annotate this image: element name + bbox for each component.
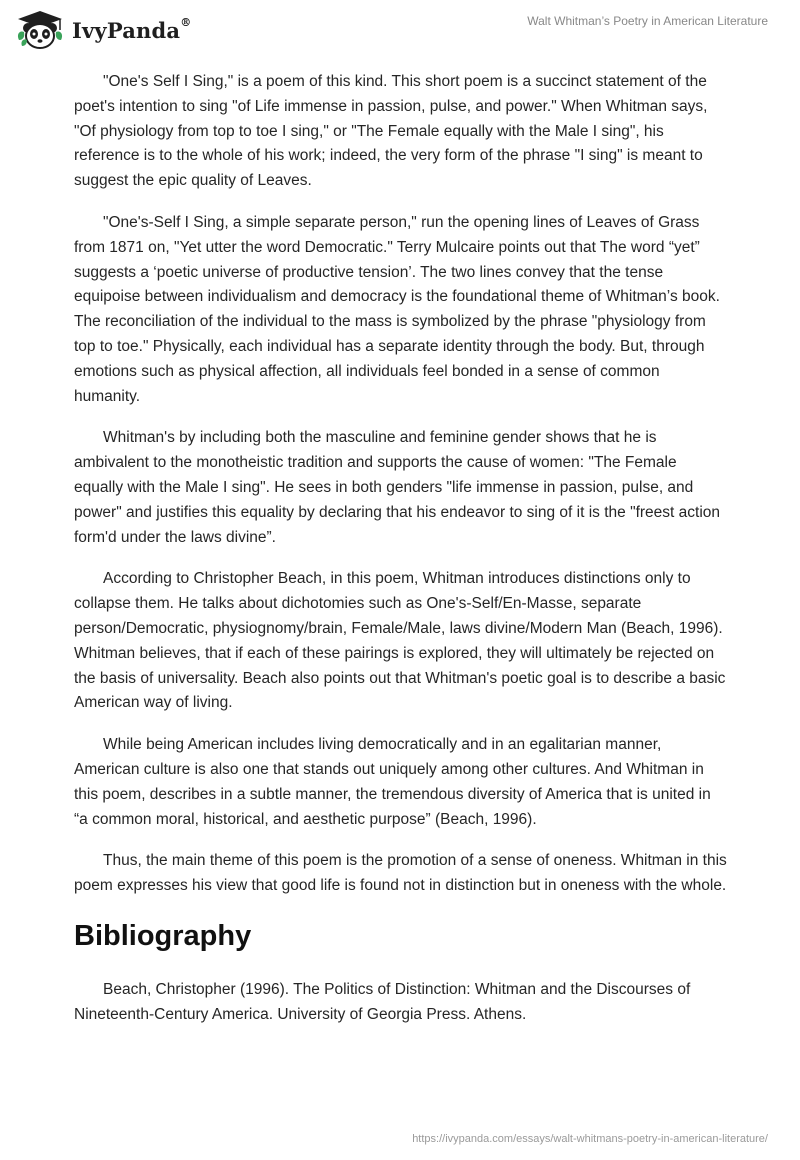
paragraph: "One's-Self I Sing, a simple separate person," run the opening lines of Leaves of Grass from 1871 on, "Yet utter the word Democratic." Terry Mulcaire points out that The word “yet” suggests a ‘poetic universe of productive tension’. The two lines convey that the tense equipoise between individualism and democracy is the foundational theme of Whitman’s book. The reconciliation of the individual to the mass is symbolized by the phrase "physiology from top to toe." Physically, each individual has a separate identity through the body. But, through emotions such as physical affection, all individuals feel bonded in a sense of common humanity.: [74, 213, 720, 405]
paragraph: "One's Self I Sing," is a poem of this kind. This short poem is a succinct statement of the poet's intention to sing "of Life immense in passion, pulse, and power." When Whitman says, "Of physiology from top to toe I sing," or "The Female equally with the Male I sing", his reference is to the whole of his work; indeed, the very form of the phrase "I sing" is meant to suggest the epic quality of Leaves.: [74, 73, 708, 190]
paragraph: Thus, the main theme of this poem is the promotion of a sense of oneness. Whitman in this poem expresses his view that good life is found not in distinction but in oneness with the whole.: [74, 852, 727, 895]
document-title: Walt Whitman’s Poetry in American Literature: [527, 14, 768, 28]
bibliography-heading: Bibliography: [74, 919, 252, 952]
paragraph: According to Christopher Beach, in this poem, Whitman introduces distinctions only to collapse them. He talks about dichotomies such as One's-Self/En-Masse, separate person/Democratic, physiognomy/brain, Female/Male, laws divine/Modern Man (Beach, 1996). Whitman believes, that if each of these pairings is explored, they will ultimately be rejected on the basis of universality. Beach also points out that Whitman's poetic goal is to describe a basic American way of living.: [74, 570, 726, 712]
essay-content: [74, 70, 728, 1045]
page-header: [0, 0, 800, 60]
paragraph: While being American includes living democratically and in an egalitarian manner, American culture is also one that stands out uniquely among other cultures. And Whitman in this poem, describes in a subtle manner, the tremendous diversity of America that is united in “a common moral, historical, and aesthetic purpose” (Beach, 1996).: [74, 736, 711, 828]
bibliography-entry: Beach, Christopher (1996). The Politics of Distinction: Whitman and the Discourses of Nineteenth-Century America. University of Georgia Press. Athens.: [74, 980, 691, 1023]
paragraph: Whitman's by including both the masculine and feminine gender shows that he is ambivalent to the monotheistic tradition and supports the cause of women: "The Female equally with the Male I sing". He sees in both genders "life immense in passion, pulse, and power" and justifies this equality by declaring that his endeavor to sing of it is the "freest action form'd under the laws divine”.: [74, 429, 720, 546]
panda-graduation-cap-logo-icon: [16, 10, 64, 50]
brand-name: IvyPanda®: [72, 15, 192, 43]
ivypanda-logo[interactable]: [16, 10, 191, 50]
source-url[interactable]: https://ivypanda.com/essays/walt-whitmans-poetry-in-american-literature/: [412, 1133, 768, 1145]
